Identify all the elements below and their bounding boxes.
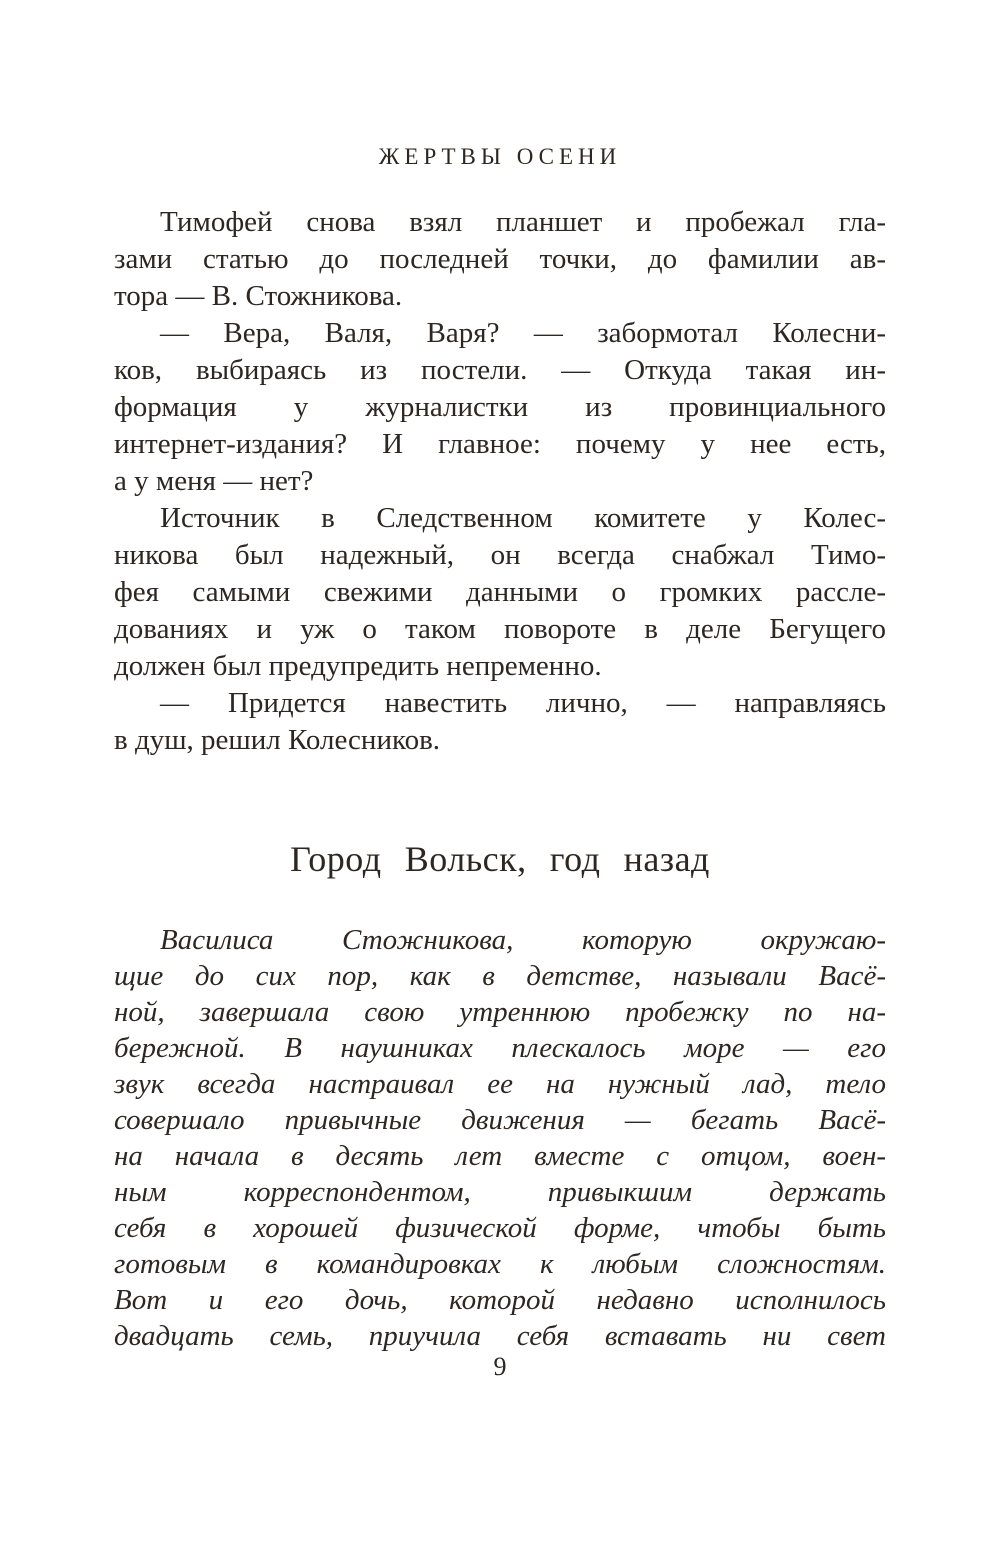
text-line: формация у журналистки из провинциального <box>114 391 886 423</box>
text-line: дованиях и уж о таком повороте в деле Бегущего <box>114 613 886 645</box>
text-line: а у меня — нет? <box>114 465 314 497</box>
body-text-column <box>114 204 886 759</box>
text-line: двадцать семь, приучила себя вставать ни свет <box>114 1320 886 1352</box>
text-line: себя в хорошей физической форме, чтобы быть <box>114 1212 886 1244</box>
text-line: ной, завершала свою утреннюю пробежку по на- <box>114 996 886 1028</box>
text-line: зами статью до последней точки, до фамилии ав- <box>114 243 886 275</box>
text-line: никова был надежный, он всегда снабжал Тимо- <box>114 539 886 571</box>
running-title: ЖЕРТВЫ ОСЕНИ <box>378 144 622 169</box>
text-line: должен был предупредить непременно. <box>114 650 602 682</box>
text-line: Василиса Стожникова, которую окружаю- <box>160 924 886 956</box>
text-line: — Вера, Валя, Варя? — забормотал Колесни- <box>160 317 886 349</box>
page-number: 9 <box>493 1352 507 1381</box>
paragraph-4 <box>114 685 886 759</box>
text-line: интернет-издания? И главное: почему у нее есть, <box>114 428 886 460</box>
paragraph-2 <box>114 315 886 500</box>
paragraph-1 <box>114 204 886 315</box>
text-line: на начала в десять лет вместе с отцом, воен- <box>114 1140 886 1172</box>
text-line: ков, выбираясь из постели. — Откуда такая ин- <box>114 354 886 386</box>
text-line: Вот и его дочь, которой недавно исполнилось <box>114 1284 886 1316</box>
text-line: — Придется навестить лично, — направляясь <box>160 687 886 719</box>
text-line: фея самыми свежими данными о громких рассле- <box>114 576 886 608</box>
text-line: в душ, решил Колесников. <box>114 724 441 756</box>
text-line: тора — В. Стожникова. <box>114 280 403 312</box>
text-line: бережной. В наушниках плескалось море — его <box>114 1032 886 1064</box>
section-heading: Город Вольск, год назад <box>290 839 710 879</box>
text-line: Источник в Следственном комитете у Колес- <box>160 502 886 534</box>
text-line: щие до сих пор, как в детстве, называли Васё- <box>114 960 886 992</box>
text-line: Тимофей снова взял планшет и пробежал гла- <box>160 206 886 238</box>
italic-paragraph <box>114 922 886 1354</box>
italic-text-column <box>114 922 886 1354</box>
text-line: ным корреспондентом, привыкшим держать <box>114 1176 886 1208</box>
paragraph-3 <box>114 500 886 685</box>
text-line: звук всегда настраивал ее на нужный лад, тело <box>114 1068 886 1100</box>
text-line: готовым в командировках к любым сложностям. <box>114 1248 886 1280</box>
text-line: совершало привычные движения — бегать Васё- <box>114 1104 886 1136</box>
